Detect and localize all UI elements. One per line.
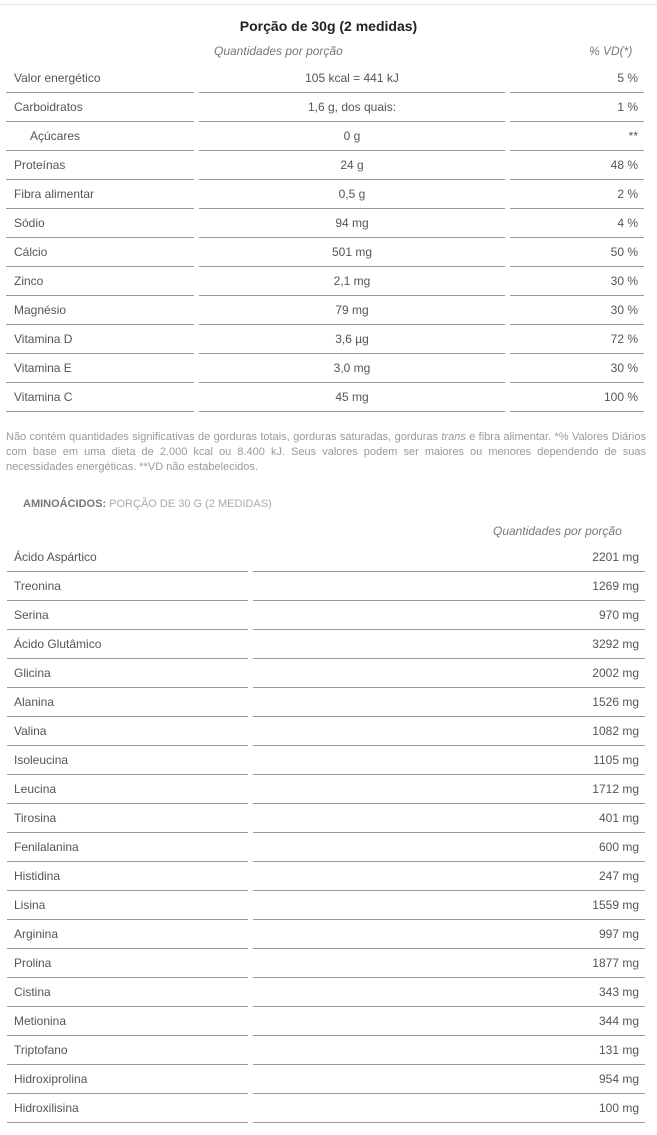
table-row bbox=[6, 354, 644, 383]
nutrient-quantity: 24 g bbox=[199, 151, 505, 180]
table-row bbox=[7, 978, 645, 1007]
amino-quantity: 247 mg bbox=[253, 862, 645, 891]
amino-name: Lisina bbox=[7, 891, 248, 920]
table-row bbox=[7, 601, 645, 630]
amino-name: Glicina bbox=[7, 659, 248, 688]
nutrient-vd: 50 % bbox=[510, 238, 644, 267]
amino-quantity: 970 mg bbox=[253, 601, 645, 630]
nutrient-vd: 30 % bbox=[510, 296, 644, 325]
nutrient-vd: 2 % bbox=[510, 180, 644, 209]
amino-name: Cistina bbox=[7, 978, 248, 1007]
nutrient-name: Valor energético bbox=[6, 64, 194, 93]
table-row bbox=[7, 891, 645, 920]
table-row bbox=[6, 93, 644, 122]
nutrient-quantity: 2,1 mg bbox=[199, 267, 505, 296]
header-vd: % VD(*) bbox=[589, 44, 633, 58]
nutrient-quantity: 501 mg bbox=[199, 238, 505, 267]
amino-name: Ácido Glutâmico bbox=[7, 630, 248, 659]
table-row bbox=[7, 833, 645, 862]
amino-quantity: 1877 mg bbox=[253, 949, 645, 978]
amino-quantity: 997 mg bbox=[253, 920, 645, 949]
table-row bbox=[7, 1094, 645, 1123]
nutrient-name: Vitamina E bbox=[6, 354, 194, 383]
amino-quantity: 2201 mg bbox=[253, 543, 645, 572]
nutrient-vd: 1 % bbox=[510, 93, 644, 122]
nutrient-quantity: 79 mg bbox=[199, 296, 505, 325]
amino-name: Serina bbox=[7, 601, 248, 630]
nutrient-quantity: 0 g bbox=[199, 122, 505, 151]
amino-quantity: 343 mg bbox=[253, 978, 645, 1007]
amino-quantity: 401 mg bbox=[253, 804, 645, 833]
nutrient-quantity: 94 mg bbox=[199, 209, 505, 238]
amino-name: Alanina bbox=[7, 688, 248, 717]
table-row bbox=[7, 862, 645, 891]
table-row bbox=[7, 572, 645, 601]
table-row bbox=[7, 920, 645, 949]
table-row bbox=[6, 64, 644, 93]
table-row bbox=[7, 717, 645, 746]
nutrient-quantity: 1,6 g, dos quais: bbox=[199, 93, 505, 122]
amino-quantity: 131 mg bbox=[253, 1036, 645, 1065]
nutrient-vd: 100 % bbox=[510, 383, 644, 412]
amino-name: Ácido Aspártico bbox=[7, 543, 248, 572]
amino-quantity: 1712 mg bbox=[253, 775, 645, 804]
amino-quantity: 100 mg bbox=[253, 1094, 645, 1123]
table-row bbox=[7, 630, 645, 659]
nutrient-name: Proteínas bbox=[6, 151, 194, 180]
nutrient-vd: 30 % bbox=[510, 354, 644, 383]
amino-name: Metionina bbox=[7, 1007, 248, 1036]
amino-quantity: 3292 mg bbox=[253, 630, 645, 659]
amino-quantity: 1526 mg bbox=[253, 688, 645, 717]
amino-name: Isoleucina bbox=[7, 746, 248, 775]
table-row bbox=[7, 949, 645, 978]
nutrient-quantity: 45 mg bbox=[199, 383, 505, 412]
table-row bbox=[7, 1007, 645, 1036]
nutrient-name: Sódio bbox=[6, 209, 194, 238]
table-row bbox=[6, 209, 644, 238]
nutrient-name: Zinco bbox=[6, 267, 194, 296]
table-row bbox=[6, 122, 644, 151]
amino-name: Arginina bbox=[7, 920, 248, 949]
amino-name: Prolina bbox=[7, 949, 248, 978]
amino-name: Histidina bbox=[7, 862, 248, 891]
table-row bbox=[6, 325, 644, 354]
nutrient-vd: 72 % bbox=[510, 325, 644, 354]
nutrient-name: Vitamina C bbox=[6, 383, 194, 412]
amino-quantity: 1082 mg bbox=[253, 717, 645, 746]
table-row bbox=[7, 1036, 645, 1065]
nutrient-vd: 5 % bbox=[510, 64, 644, 93]
amino-quantity: 1269 mg bbox=[253, 572, 645, 601]
header-quantities: Quantidades por porção bbox=[214, 44, 343, 58]
amino-name: Fenilalanina bbox=[7, 833, 248, 862]
amino-quantity: 1559 mg bbox=[253, 891, 645, 920]
nutrient-name: Vitamina D bbox=[6, 325, 194, 354]
amino-quantity: 600 mg bbox=[253, 833, 645, 862]
nutrient-vd: ** bbox=[510, 122, 644, 151]
amino-title: AMINOÁCIDOS: PORÇÃO DE 30 G (2 MEDIDAS) bbox=[23, 498, 272, 510]
table-row bbox=[6, 151, 644, 180]
table-row bbox=[6, 238, 644, 267]
table-row bbox=[6, 267, 644, 296]
table-row bbox=[6, 383, 644, 412]
amino-quantity: 954 mg bbox=[253, 1065, 645, 1094]
nutrient-name: Magnésio bbox=[6, 296, 194, 325]
table-row bbox=[7, 804, 645, 833]
table-row bbox=[7, 543, 645, 572]
table-row bbox=[7, 746, 645, 775]
nutrient-vd: 4 % bbox=[510, 209, 644, 238]
amino-quantity: 1105 mg bbox=[253, 746, 645, 775]
amino-name: Valina bbox=[7, 717, 248, 746]
amino-name: Treonina bbox=[7, 572, 248, 601]
amino-name: Hidroxiprolina bbox=[7, 1065, 248, 1094]
table-row bbox=[7, 659, 645, 688]
table-row bbox=[7, 775, 645, 804]
nutrient-name: Açúcares bbox=[6, 122, 194, 151]
table-row bbox=[7, 1065, 645, 1094]
nutrient-vd: 48 % bbox=[510, 151, 644, 180]
nutrient-vd: 30 % bbox=[510, 267, 644, 296]
amino-header-quantities: Quantidades por porção bbox=[493, 524, 622, 538]
amino-quantity: 2002 mg bbox=[253, 659, 645, 688]
nutrient-quantity: 3,0 mg bbox=[199, 354, 505, 383]
amino-name: Hidroxilisina bbox=[7, 1094, 248, 1123]
nutrient-quantity: 3,6 µg bbox=[199, 325, 505, 354]
table-row bbox=[6, 296, 644, 325]
nutrient-quantity: 0,5 g bbox=[199, 180, 505, 209]
nutrient-quantity: 105 kcal = 441 kJ bbox=[199, 64, 505, 93]
nutrient-name: Cálcio bbox=[6, 238, 194, 267]
nutrient-name: Carboidratos bbox=[6, 93, 194, 122]
footnote: Não contém quantidades significativas de gorduras totais, gorduras saturadas, gorduras trans e fibra alimentar. *% Valores Diários com base em uma dieta de 2.000 kcal ou 8.400 kJ. Seus valores podem ser maiores ou menores dependendo de suas necessidades energéticas. **VD não estabelecidos. bbox=[6, 431, 646, 473]
table-row bbox=[7, 688, 645, 717]
amino-quantity: 344 mg bbox=[253, 1007, 645, 1036]
top-divider bbox=[0, 4, 657, 5]
table-row bbox=[6, 180, 644, 209]
amino-name: Leucina bbox=[7, 775, 248, 804]
nutrient-name: Fibra alimentar bbox=[6, 180, 194, 209]
nutrition-title: Porção de 30g (2 medidas) bbox=[239, 18, 418, 34]
amino-name: Triptofano bbox=[7, 1036, 248, 1065]
amino-name: Tirosina bbox=[7, 804, 248, 833]
